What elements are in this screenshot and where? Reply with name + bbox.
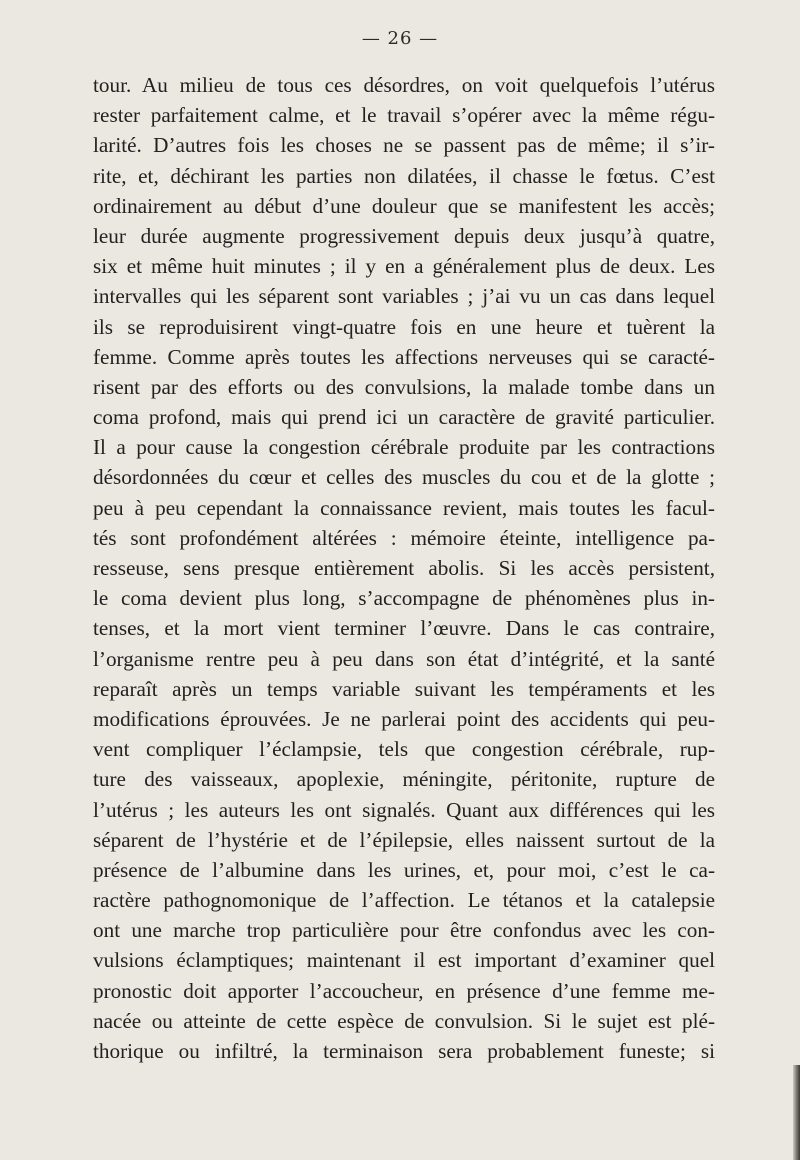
text-line: tés sont profondément altérées : mémoire éteinte, intelligence pa- bbox=[93, 525, 715, 550]
text-line: risent par des efforts ou des convulsions, la malade tombe dans un bbox=[93, 374, 715, 399]
text-line: tenses, et la mort vient terminer l’œuvre. Dans le cas contraire, bbox=[93, 616, 715, 641]
text-line: pronostic doit apporter l’accoucheur, en présence d’une femme me- bbox=[93, 978, 715, 1003]
text-line: le coma devient plus long, s’accompagne de phénomènes plus in- bbox=[93, 586, 715, 611]
page-edge-shadow bbox=[793, 1065, 800, 1160]
text-line: l’utérus ; les auteurs les ont signalés. Quant aux différences qui les bbox=[93, 797, 715, 822]
text-line: six et même huit minutes ; il y en a généralement plus de deux. Les bbox=[93, 254, 715, 279]
text-line: rite, et, déchirant les parties non dilatées, il chasse le fœtus. C’est bbox=[93, 163, 715, 188]
text-line: rester parfaitement calme, et le travail s’opérer avec la même régu- bbox=[93, 103, 715, 128]
text-line: désordonnées du cœur et celles des muscles du cou et de la glotte ; bbox=[93, 465, 715, 490]
text-line: nacée ou atteinte de cette espèce de convulsion. Si le sujet est plé- bbox=[93, 1008, 715, 1033]
text-line: tour. Au milieu de tous ces désordres, on voit quelquefois l’utérus bbox=[93, 73, 715, 97]
text-line: ordinairement au début d’une douleur que se manifestent les accès; bbox=[93, 193, 715, 218]
text-line: vulsions éclamptiques; maintenant il est important d’examiner quel bbox=[93, 948, 715, 973]
text-line: présence de l’albumine dans les urines, et, pour moi, c’est le ca- bbox=[93, 857, 715, 882]
text-line: séparent de l’hystérie et de l’épilepsie, elles naissent surtout de la bbox=[93, 827, 715, 852]
text-line: larité. D’autres fois les choses ne se passent pas de même; il s’ir- bbox=[93, 133, 715, 158]
text-line: reparaît après un temps variable suivant les tempéraments et les bbox=[93, 676, 715, 701]
text-line: ont une marche trop particulière pour être confondus avec les con- bbox=[93, 918, 715, 943]
text-line: ils se reproduisirent vingt-quatre fois en une heure et tuèrent la bbox=[93, 314, 715, 339]
text-line: intervalles qui les séparent sont variables ; j’ai vu un cas dans lequel bbox=[93, 284, 715, 309]
text-line: peu à peu cependant la connaissance revient, mais toutes les facul- bbox=[93, 495, 715, 520]
text-line: modifications éprouvées. Je ne parlerai point des accidents qui peu- bbox=[93, 706, 715, 731]
text-line: ractère pathognomonique de l’affection. Le tétanos et la catalepsie bbox=[93, 888, 715, 913]
text-line: l’organisme rentre peu à peu dans son état d’intégrité, et la santé bbox=[93, 646, 715, 671]
text-line: leur durée augmente progressivement depuis deux jusqu’à quatre, bbox=[93, 223, 715, 248]
text-line: resseuse, sens presque entièrement abolis. Si les accès persistent, bbox=[93, 556, 715, 580]
text-line: femme. Comme après toutes les affections nerveuses qui se caracté- bbox=[93, 344, 715, 369]
text-line: thorique ou infiltré, la terminaison sera probablement funeste; si bbox=[93, 1039, 715, 1063]
page-number: — 26 — bbox=[361, 28, 439, 49]
text-line: ture des vaisseaux, apoplexie, méningite, péritonite, rupture de bbox=[93, 767, 715, 792]
text-line: vent compliquer l’éclampsie, tels que congestion cérébrale, rup- bbox=[93, 737, 715, 762]
body-text bbox=[93, 70, 715, 1066]
text-line: Il a pour cause la congestion cérébrale produite par les contractions bbox=[93, 435, 715, 460]
text-line: coma profond, mais qui prend ici un caractère de gravité particulier. bbox=[93, 405, 715, 430]
